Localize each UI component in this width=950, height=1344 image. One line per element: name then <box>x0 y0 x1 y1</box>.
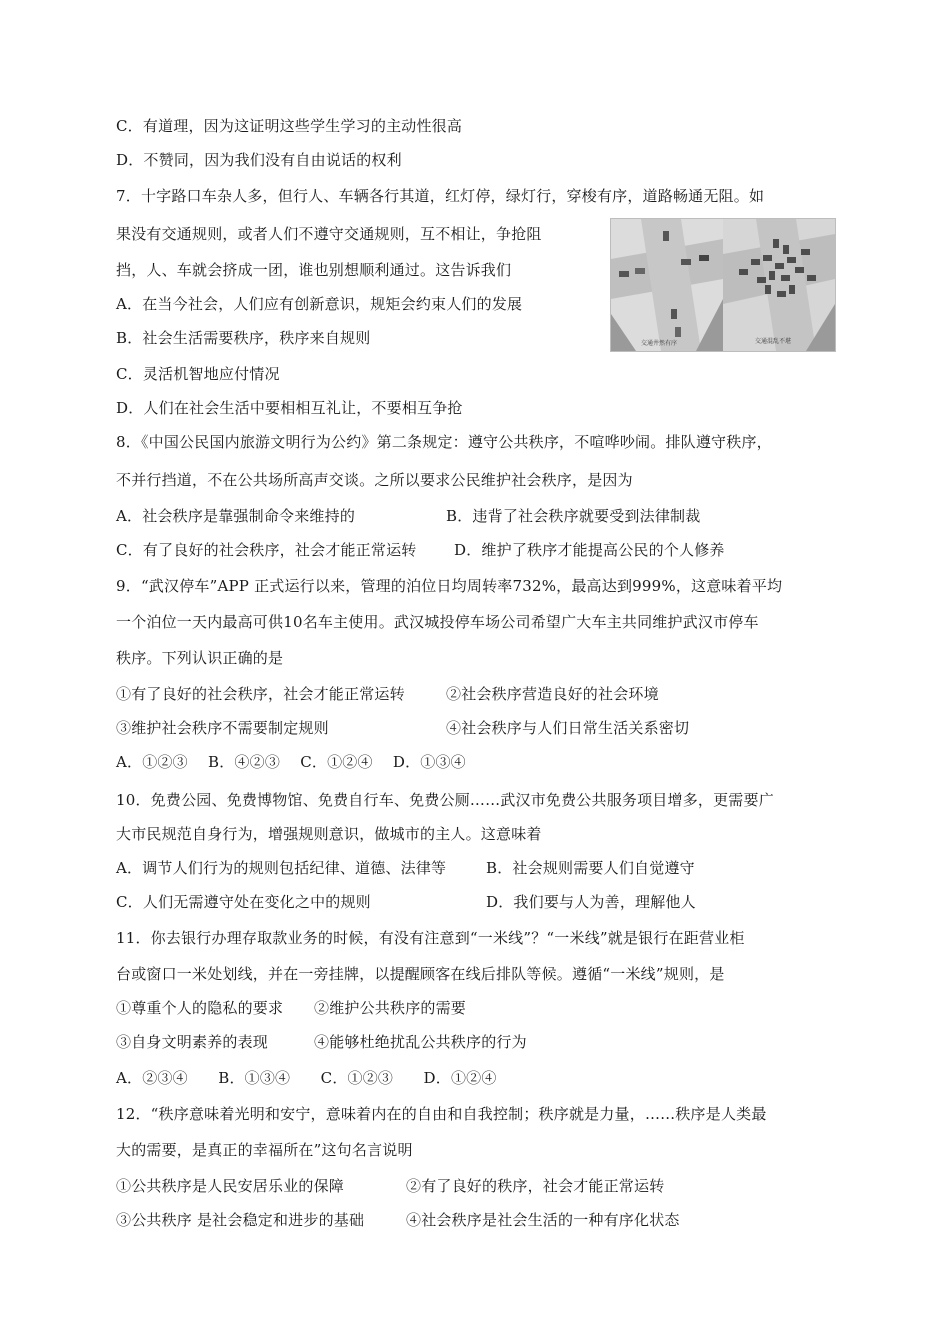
q11-statement-1: ①尊重个人的隐私的要求 <box>116 999 284 1017</box>
q10-options-row2 <box>116 892 696 912</box>
q11-statements-row1 <box>116 998 466 1018</box>
q9-statement-4: ④社会秩序与人们日常生活关系密切 <box>446 719 690 737</box>
q7-option-d: D．人们在社会生活中要相相互礼让，不要相互争抢 <box>116 399 463 417</box>
traffic-illustration <box>610 218 836 352</box>
q11-stem-line2: 台或窗口一米处划线，并在一旁挂牌，以提醒顾客在线后排队等候。遵循“一米线”规则，是 <box>116 965 725 983</box>
q10-option-b: B．社会规则需要人们自觉遵守 <box>486 859 695 877</box>
q9-statement-1: ①有了良好的社会秩序，社会才能正常运转 <box>116 685 405 703</box>
traffic-illustration-svg <box>611 219 835 351</box>
q6-option-d: D．不赞同，因为我们没有自由说话的权利 <box>116 151 402 169</box>
q10-options-row1 <box>116 858 695 878</box>
q11-options: A．②③④ B．①③④ C．①②③ D．①②④ <box>116 1069 497 1087</box>
q8-stem-line1: 8．《中国公民国内旅游文明行为公约》第二条规定：遵守公共秩序，不喧哗吵闹。排队遵守秩序， <box>116 433 772 451</box>
q8-option-d: D．维护了秩序才能提高公民的个人修养 <box>454 541 725 559</box>
q7-option-a: A．在当今社会，人们应有创新意识，规矩会约束人们的发展 <box>116 295 523 313</box>
q8-option-c: C．有了良好的社会秩序，社会才能正常运转 <box>116 541 417 559</box>
q9-statement-2: ②社会秩序营造良好的社会环境 <box>446 685 659 703</box>
q12-statement-4: ④社会秩序是社会生活的一种有序化状态 <box>406 1211 680 1229</box>
q9-statements-row2 <box>116 718 689 738</box>
q12-statement-3: ③公共秩序 是社会稳定和进步的基础 <box>116 1211 365 1229</box>
q11-statements-row2 <box>116 1032 527 1052</box>
q12-statement-1: ①公共秩序是人民安居乐业的保障 <box>116 1177 345 1195</box>
q11-statement-3: ③自身文明素养的表现 <box>116 1033 269 1051</box>
q9-stem-line1: 9．“武汉停车”APP 正式运行以来，管理的泊位日均周转率732%，最高达到999%，这意味着平均 <box>116 577 783 595</box>
q8-option-a: A．社会秩序是靠强制命令来维持的 <box>116 507 356 525</box>
q10-stem-line2: 大市民规范自身行为，增强规则意识，做城市的主人。这意味着 <box>116 825 542 843</box>
q9-stem-line2: 一个泊位一天内最高可供10名车主使用。武汉城投停车场公司希望广大车主共同维护武汉市停车 <box>116 613 759 631</box>
q7-option-c: C．灵活机智地应付情况 <box>116 365 280 383</box>
q9-stem-line3: 秩序。下列认识正确的是 <box>116 649 284 667</box>
q8-option-b: B．违背了社会秩序就要受到法律制裁 <box>446 507 701 525</box>
q7-option-b: B．社会生活需要秩序，秩序来自规则 <box>116 329 371 347</box>
q6-option-c: C．有道理，因为这证明这些学生学习的主动性很高 <box>116 117 463 135</box>
q11-statement-2: ②维护公共秩序的需要 <box>314 999 467 1017</box>
q10-stem-line1: 10．免费公园、免费博物馆、免费自行车、免费公厕……武汉市免费公共服务项目增多，更需要广 <box>116 791 774 809</box>
q12-stem-line2: 大的需要，是真正的幸福所在”这句名言说明 <box>116 1141 413 1159</box>
q7-stem-line3: 挡，人、车就会挤成一团，谁也别想顺利通过。这告诉我们 <box>116 261 512 279</box>
caption-chaotic: 交通混乱不堪 <box>755 338 792 345</box>
q12-statement-2: ②有了良好的秩序，社会才能正常运转 <box>406 1177 665 1195</box>
caption-orderly: 交通井然有序 <box>641 340 678 347</box>
q7-stem-line1: 7．十字路口车杂人多，但行人、车辆各行其道，红灯停，绿灯行，穿梭有序，道路畅通无阻。如 <box>116 187 765 205</box>
q8-options-row2 <box>116 540 725 560</box>
q10-option-c: C．人们无需遵守处在变化之中的规则 <box>116 893 371 911</box>
q9-options: A．①②③ B．④②③ C．①②④ D．①③④ <box>116 753 466 771</box>
q12-statements-row2 <box>116 1210 680 1230</box>
q9-statements-row1 <box>116 684 659 704</box>
q12-statements-row1 <box>116 1176 664 1196</box>
q10-option-a: A．调节人们行为的规则包括纪律、道德、法律等 <box>116 859 447 877</box>
q11-statement-4: ④能够杜绝扰乱公共秩序的行为 <box>314 1033 527 1051</box>
q12-stem-line1: 12．“秩序意味着光明和安宁，意味着内在的自由和自我控制；秩序就是力量，……秩序是人类最 <box>116 1105 767 1123</box>
q8-stem-line2: 不并行挡道，不在公共场所高声交谈。之所以要求公民维护社会秩序，是因为 <box>116 471 633 489</box>
q8-options-row1 <box>116 506 700 526</box>
q9-statement-3: ③维护社会秩序不需要制定规则 <box>116 719 329 737</box>
q10-option-d: D．我们要与人为善，理解他人 <box>486 893 696 911</box>
q11-stem-line1: 11．你去银行办理存取款业务的时候，有没有注意到“一米线”？“一米线”就是银行在距营业柜 <box>116 929 745 947</box>
q7-stem-line2: 果没有交通规则，或者人们不遵守交通规则，互不相让，争抢阻 <box>116 225 542 243</box>
